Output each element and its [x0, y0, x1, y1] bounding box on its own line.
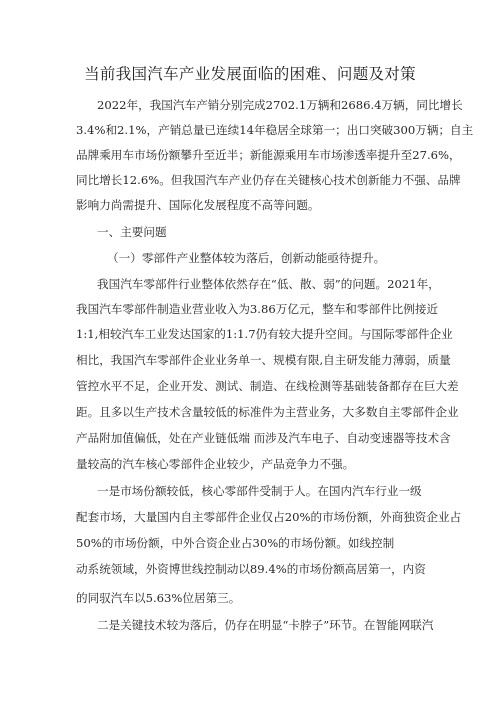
paragraph-line: 相比，我国汽车零部件企业业务单一、规模有限,自主研发能力薄弱，质量 [76, 353, 451, 367]
paragraph-line: 影响力尚需提升、国际化发展程度不高等问题。 [76, 198, 320, 212]
paragraph-line: 2022年，我国汽车产销分别完成2702.1万辆和2686.4万辆，同比增长 [97, 98, 463, 112]
paragraph-line: 配套市场，大量国内自主零部件企业仅占20%的市场份额，外商独资企业占 [76, 510, 462, 524]
paragraph-line: 管控水平不足，企业开发、测试、制造、在线检测等基础装备都存在巨大差 [76, 379, 459, 393]
paragraph-line: 产品附加值偏低，处在产业链低端 而涉及汽车电子、自动变速器等技术含 [76, 431, 451, 445]
subsection-heading: （一）零部件产业整体较为落后，创新动能亟待提升。 [107, 251, 386, 265]
section-heading: 一、主要问题 [97, 225, 167, 239]
paragraph-line: 我国汽车零部件行业整体依然存在“低、散、弱”的问题。2021年， [97, 277, 440, 291]
paragraph-line: 一是市场份额较低，核心零部件受制于人。在国内汽车行业一级 [97, 484, 422, 498]
paragraph-line: 的同驭汽车以5.63%位居第三。 [76, 591, 241, 605]
document-title: 当前我国汽车产业发展面临的困难、问题及对策 [84, 65, 416, 83]
paragraph-line: 距。且多以生产技术含量较低的标准件为主营业务，大多数自主零部件企业 [76, 405, 459, 419]
paragraph-line: 同比增长12.6%。但我国汽车产业仍存在关键核心技术创新能力不强、品牌 [76, 173, 461, 187]
paragraph-line: 我国汽车零部件制造业营业收入为3.86万亿元，整车和零部件比例接近 [76, 302, 439, 316]
paragraph-line: 动系统领域，外资博世线控制动以89.4%的市场份额高居第一，内资 [76, 562, 426, 576]
paragraph-line: 量较高的汽车核心零部件企业较少，产品竞争力不强。 [76, 457, 355, 471]
paragraph-line: 3.4%和2.1%，产销总量已连续14年稳居全球第一；出口突破300万辆；自主 [76, 123, 474, 137]
paragraph-line: 50%的市场份额，中外合资企业占30%的市场份额。如线控制 [76, 536, 395, 550]
paragraph-line: 品牌乘用车市场份额攀升至近半；新能源乘用车市场渗透率提升至27.6%， [76, 148, 461, 162]
paragraph-line: 二是关键技术较为落后，仍存在明显“卡脖子”环节。在智能网联汽 [97, 618, 434, 632]
paragraph-line: 1:1,相较汽车工业发达国家的1:1.7仍有较大提升空间。与国际零部件企业 [76, 327, 453, 341]
